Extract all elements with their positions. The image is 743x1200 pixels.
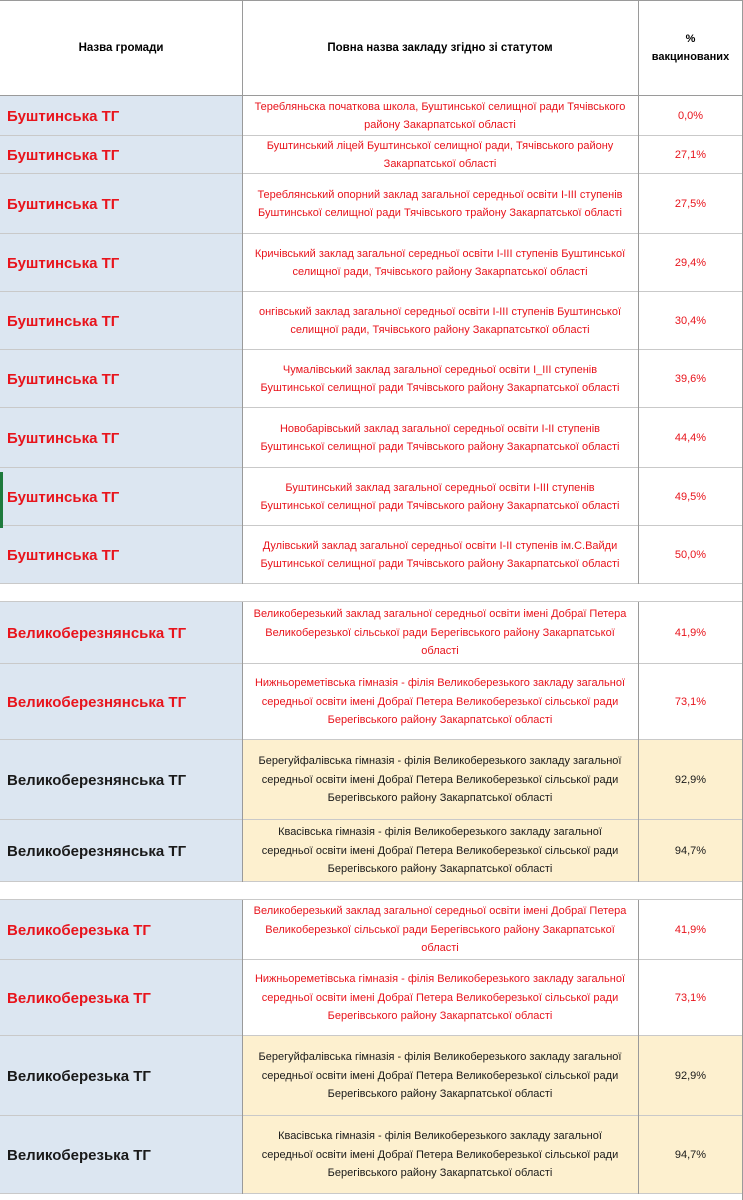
community-cell-text: Великоберезька ТГ [7,1067,151,1085]
community-cell-text: Великоберезнянська ТГ [7,693,187,711]
percent-cell[interactable] [638,526,743,584]
grid-line [0,1193,743,1194]
school-name-cell[interactable] [242,174,638,234]
school-name-cell[interactable] [242,1036,638,1116]
community-cell-text: Буштинська ТГ [7,107,120,125]
empty-row [0,584,743,602]
percent-cell-text: 39,6% [674,373,707,385]
grid-line [0,0,743,1]
school-name-cell-text: Кричівський заклад загальної середньої освіти І-ІІІ ступенів Буштинської селищної ради, Тячівського району Закарпатської області [254,247,626,278]
percent-cell[interactable] [638,234,743,292]
header-school-label: Повна назва закладу згідно зі статутом [327,42,553,54]
community-cell-text: Великоберезнянська ТГ [7,842,187,860]
grid-column-line [638,96,639,584]
community-cell-text: Буштинська ТГ [7,195,120,213]
school-name-cell-text: Нижньореметівська гімназія - філія Великоберезького закладу загальної середньої освіти імені Добраї Петера Великоберезької сільської ради Берегівського району Закарпатської області [254,677,626,727]
school-name-cell[interactable] [242,526,638,584]
community-cell[interactable] [0,350,242,408]
percent-cell[interactable] [638,292,743,350]
percent-cell-text: 0,0% [677,110,704,122]
grid-column-line [242,96,243,584]
community-cell-text: Буштинська ТГ [7,429,120,447]
percent-cell[interactable] [638,408,743,468]
community-cell[interactable] [0,820,242,882]
community-cell[interactable] [0,1036,242,1116]
school-name-cell-text: Берегуйфалівська гімназія - філія Великоберезького закладу загальної середньої освіти імені Добраї Петера Великоберезької сільської ради Берегівського району Закарпатської області [258,755,622,805]
header-percent-sign: % [685,33,696,45]
header-community-label: Назва громади [78,42,164,54]
community-cell[interactable] [0,136,242,174]
school-name-cell-text: Тереблянський опорний заклад загальної середньої освіти І-ІІІ ступенів Буштинської селищної ради Тячівського трайону Закарпатської області [257,188,623,219]
school-name-cell-text: Теребляньска початкова школа, Буштинської селищної ради Тячівського району Закарпатської області [254,100,626,131]
community-cell[interactable] [0,174,242,234]
school-name-cell[interactable] [242,960,638,1036]
percent-cell-text: 50,0% [674,549,707,561]
school-name-cell[interactable] [242,602,638,664]
community-cell[interactable] [0,740,242,820]
percent-cell[interactable] [638,900,743,960]
percent-cell-text: 27,1% [674,149,707,161]
grid-column-line [638,602,639,882]
school-name-cell-text: Буштинський заклад загальної середньої освіти І-ІІІ ступенів Буштинської селищної ради Тячівського району Закарпатської області [260,481,620,512]
percent-cell-text: 29,4% [674,257,707,269]
school-name-cell-text: Буштинський ліцей Буштинської селищної ради, Тячівського району Закарпатської області [266,139,614,170]
percent-cell[interactable] [638,740,743,820]
percent-cell[interactable] [638,820,743,882]
school-name-cell-text: онгівський заклад загальної середньої освіти І-ІІІ ступенів Буштинської селищної ради, Тячівського району Закарпатсьткої області [258,305,622,336]
percent-cell-text: 73,1% [674,696,707,708]
community-cell[interactable] [0,960,242,1036]
community-cell-text: Буштинська ТГ [7,370,120,388]
percent-cell-text: 92,9% [674,774,707,786]
school-name-cell[interactable] [242,96,638,136]
community-cell[interactable] [0,96,242,136]
school-name-cell[interactable] [242,350,638,408]
grid-column-line [242,602,243,882]
school-name-cell-text: Великоберезький заклад загальної середньої освіти імені Добраї Петера Великоберезької сільської ради Берегівського району Закарпатської області [253,608,627,658]
school-name-cell-text: Великоберезький заклад загальної середньої освіти імені Добраї Петера Великоберезької сільської ради Берегівського району Закарпатської області [253,905,627,955]
community-cell[interactable] [0,468,242,526]
school-name-cell[interactable] [242,408,638,468]
community-cell-text: Великоберезька ТГ [7,921,151,939]
header-percent-label: вакцинованих [651,51,730,63]
community-cell-text: Великоберезька ТГ [7,1146,151,1164]
percent-cell[interactable] [638,468,743,526]
community-cell[interactable] [0,664,242,740]
school-name-cell-text: Квасівська гімназія - філія Великоберезького закладу загальної середньої освіти імені Добраї Петера Великоберезької сільської ради Берегівського району Закарпатської області [261,1130,619,1180]
school-name-cell-text: Новобарівський заклад загальної середньої освіти І-ІІ ступенів Буштинської селищної ради Тячівського району Закарпатської області [260,422,620,453]
community-cell[interactable] [0,408,242,468]
community-cell-text: Буштинська ТГ [7,488,120,506]
grid-column-line [242,0,243,96]
percent-cell-text: 73,1% [674,992,707,1004]
school-name-cell[interactable] [242,136,638,174]
school-name-cell[interactable] [242,1116,638,1194]
percent-cell-text: 92,9% [674,1070,707,1082]
community-cell-text: Великоберезнянська ТГ [7,624,187,642]
community-cell[interactable] [0,602,242,664]
percent-cell[interactable] [638,136,743,174]
percent-cell-text: 49,5% [674,491,707,503]
percent-cell[interactable] [638,960,743,1036]
percent-cell-text: 94,7% [674,845,707,857]
header-vaccinated-percent[interactable] [638,0,743,96]
percent-cell[interactable] [638,1116,743,1194]
percent-cell-text: 94,7% [674,1149,707,1161]
school-name-cell-text: Чумалівський заклад загальної середньої освіти І_ІІІ ступенів Буштинської селищної ради Тячівського району Закарпатської області [260,363,620,394]
percent-cell[interactable] [638,350,743,408]
school-name-cell[interactable] [242,234,638,292]
community-cell[interactable] [0,1116,242,1194]
percent-cell[interactable] [638,602,743,664]
empty-row [0,882,743,900]
percent-cell-text: 44,4% [674,432,707,444]
grid-column-line [638,0,639,96]
percent-cell[interactable] [638,1036,743,1116]
school-name-cell[interactable] [242,292,638,350]
percent-cell-text: 27,5% [674,198,707,210]
school-name-cell-text: Нижньореметівська гімназія - філія Великоберезького закладу загальної середньої освіти імені Добраї Петера Великоберезької сільської ради Берегівського району Закарпатської області [254,973,626,1023]
percent-cell-text: 41,9% [674,924,707,936]
row-selection-marker [0,472,3,528]
grid-column-line [638,900,639,1194]
community-cell-text: Великоберезнянська ТГ [7,771,187,789]
community-cell[interactable] [0,526,242,584]
school-name-cell-text: Берегуйфалівська гімназія - філія Великоберезького закладу загальної середньої освіти імені Добраї Петера Великоберезької сільської ради Берегівського району Закарпатської області [258,1051,622,1101]
school-name-cell[interactable] [242,820,638,882]
community-cell[interactable] [0,900,242,960]
school-name-cell-text: Дулівський заклад загальної середньої освіти І-ІІ ступенів ім.С.Вайди Буштинської селищної ради Тячівського району Закарпатської області [260,539,620,570]
school-name-cell-text: Квасівська гімназія - філія Великоберезького закладу загальної середньої освіти імені Добраї Петера Великоберезької сільської ради Берегівського району Закарпатської області [261,826,619,876]
community-cell-text: Буштинська ТГ [7,312,120,330]
percent-cell-text: 30,4% [674,315,707,327]
percent-cell[interactable] [638,96,743,136]
percent-cell-text: 41,9% [674,627,707,639]
community-cell-text: Буштинська ТГ [7,146,120,164]
percent-cell[interactable] [638,664,743,740]
grid-column-line [242,900,243,1194]
community-cell-text: Буштинська ТГ [7,546,120,564]
header-school-name[interactable] [242,0,638,96]
community-cell-text: Великоберезька ТГ [7,989,151,1007]
header-community[interactable] [0,0,242,96]
community-cell-text: Буштинська ТГ [7,254,120,272]
school-name-cell[interactable] [242,900,638,960]
school-name-cell[interactable] [242,740,638,820]
community-cell[interactable] [0,234,242,292]
school-name-cell[interactable] [242,664,638,740]
school-name-cell[interactable] [242,468,638,526]
community-cell[interactable] [0,292,242,350]
percent-cell[interactable] [638,174,743,234]
